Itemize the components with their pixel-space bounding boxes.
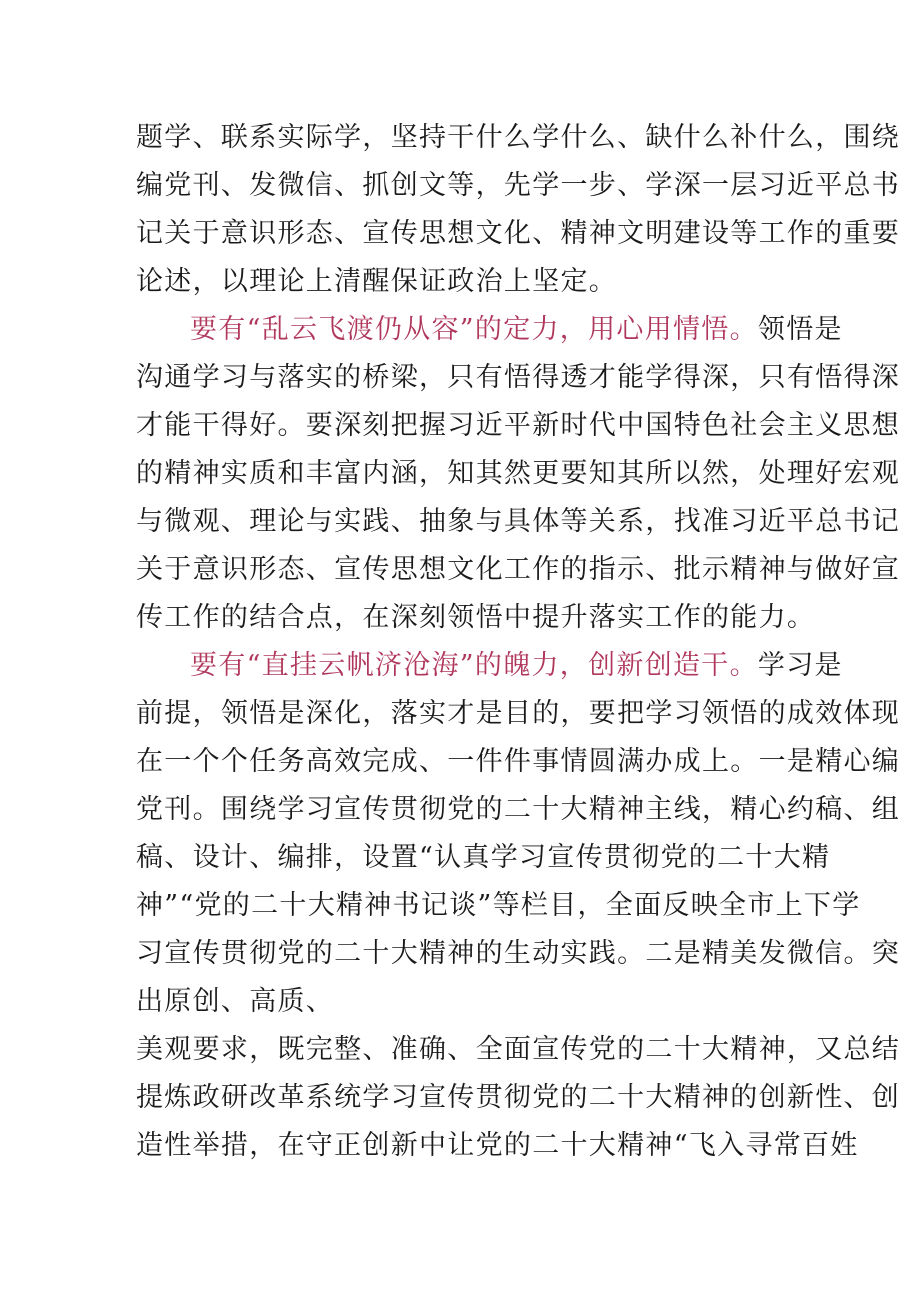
body-text-line: 在一个个任务高效完成、一件件事情圆满办成上。一是精心编	[136, 746, 901, 777]
body-text-line: 习宣传贯彻党的二十大精神的生动实践。二是精美发微信。突	[136, 938, 901, 969]
body-text-line: 关于意识形态、宣传思想文化工作的指示、批示精神与做好宣	[136, 554, 901, 585]
body-text-line: 论述，以理论上清醒保证政治上坚定。	[136, 266, 618, 297]
section-heading: 要有“直挂云帆济沧海”的魄力，创新创造干。	[190, 650, 758, 681]
body-text-line: 记关于意识形态、宣传思想文化、精神文明建设等工作的重要	[136, 218, 901, 249]
body-text-line: 题学、联系实际学，坚持干什么学什么、缺什么补什么，围绕	[136, 122, 901, 153]
body-text-line: 出原创、高质、	[136, 986, 335, 1017]
paragraph-first-line	[190, 310, 843, 350]
body-text-span: 领悟是	[757, 314, 843, 345]
body-text-line: 造性举措，在守正创新中让党的二十大精神“飞入寻常百姓	[136, 1130, 859, 1161]
body-text-line: 与微观、理论与实践、抽象与具体等关系，找准习近平总书记	[136, 506, 901, 537]
body-text-line: 编党刊、发微信、抓创文等，先学一步、学深一层习近平总书	[136, 170, 901, 201]
body-text-line: 神”“党的二十大精神书记谈”等栏目，全面反映全市上下学	[136, 890, 861, 921]
body-text-line: 前提，领悟是深化，落实才是目的，要把学习领悟的成效体现	[136, 698, 901, 729]
section-heading: 要有“乱云飞渡仍从容”的定力，用心用情悟。	[190, 314, 758, 345]
body-text-line: 沟通学习与落实的桥梁，只有悟得透才能学得深，只有悟得深	[136, 362, 901, 393]
body-text-line: 美观要求，既完整、准确、全面宣传党的二十大精神，又总结	[136, 1034, 901, 1065]
body-text-line: 稿、设计、编排，设置“认真学习宣传贯彻党的二十大精	[136, 842, 831, 873]
body-text-line: 的精神实质和丰富内涵，知其然更要知其所以然，处理好宏观	[136, 458, 901, 489]
body-text-span: 学习是	[757, 650, 843, 681]
body-text-line: 传工作的结合点，在深刻领悟中提升落实工作的能力。	[136, 602, 816, 633]
body-text-line: 提炼政研改革系统学习宣传贯彻党的二十大精神的创新性、创	[136, 1082, 901, 1113]
body-text-line: 党刊。围绕学习宣传贯彻党的二十大精神主线，精心约稿、组	[136, 794, 901, 825]
paragraph-first-line	[190, 646, 843, 686]
body-text-line: 才能干得好。要深刻把握习近平新时代中国特色社会主义思想	[136, 410, 901, 441]
